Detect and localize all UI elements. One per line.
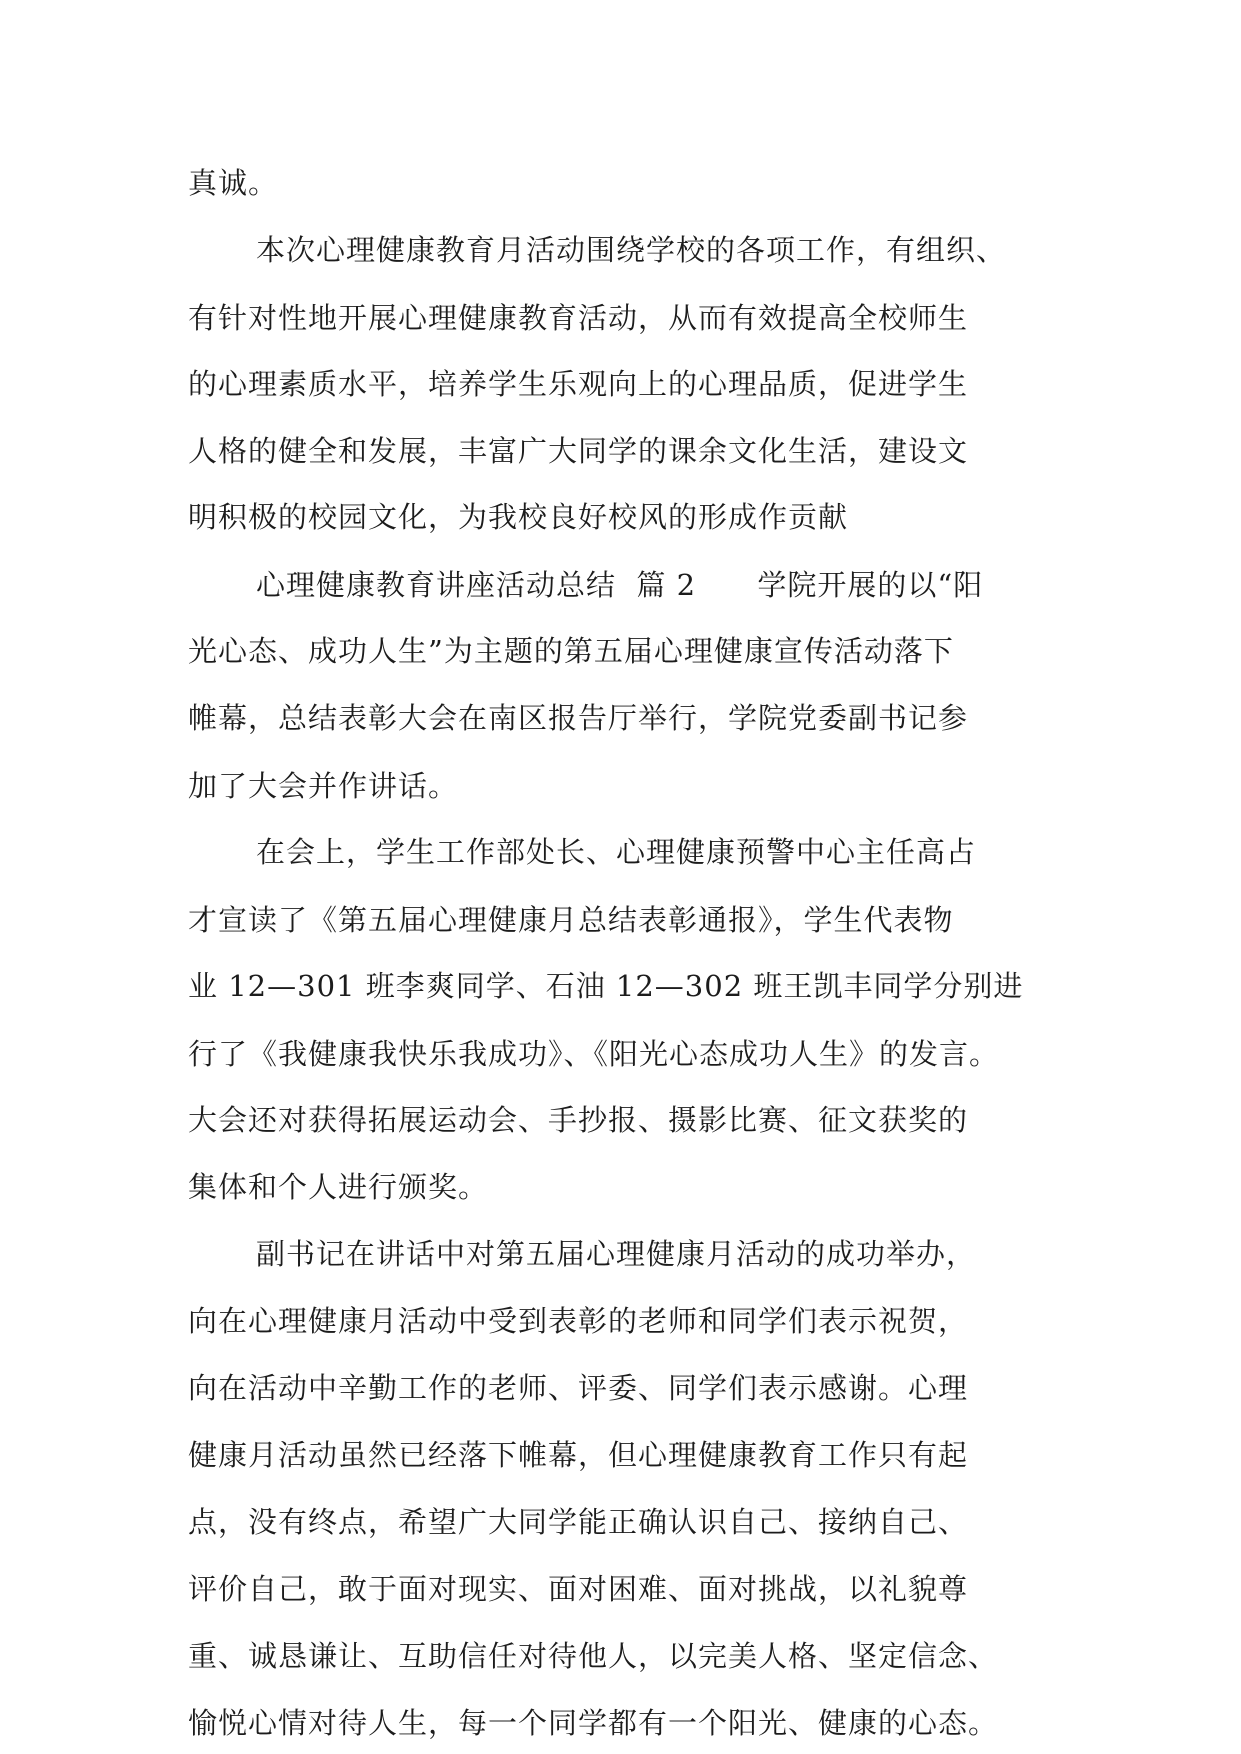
text-line: 愉悦心情对待人生，每一个同学都有一个阳光、健康的心态。 [188,1706,999,1740]
paragraph-start-line: 本次心理健康教育月活动围绕学校的各项工作，有组织、 [256,233,1007,267]
text-line: 行了《我健康我快乐我成功》、《阳光心态成功人生》的发言。 [188,1037,1000,1071]
text-line: 才宣读了《第五届心理健康月总结表彰通报》，学生代表物 [188,903,954,937]
text-line: 健康月活动虽然已经落下帷幕，但心理健康教育工作只有起 [188,1438,969,1472]
text-line: 向在心理健康月活动中受到表彰的老师和同学们表示祝贺， [188,1304,969,1338]
text-line: 评价自己，敢于面对现实、面对困难、面对挑战，以礼貌尊 [188,1572,969,1606]
section-heading-line: 心理健康教育讲座活动总结 篇 2 学院开展的以“阳 [256,568,984,602]
text-line: 集体和个人进行颁奖。 [188,1170,489,1204]
paragraph-start-line: 副书记在讲话中对第五届心理健康月活动的成功举办， [256,1237,977,1271]
text-line: 业 12—301 班李爽同学、石油 12—302 班王凯丰同学分别进 [188,969,1024,1003]
paragraph-start-line: 在会上，学生工作部处长、心理健康预警中心主任高占 [256,835,977,869]
text-line: 向在活动中辛勤工作的老师、评委、同学们表示感谢。心理 [188,1371,969,1405]
text-line: 明积极的校园文化，为我校良好校风的形成作贡献 [188,500,849,534]
text-line: 有针对性地开展心理健康教育活动，从而有效提高全校师生 [188,301,969,335]
text-line: 加了大会并作讲话。 [188,769,459,803]
text-line: 光心态、成功人生”为主题的第五届心理健康宣传活动落下 [188,634,954,668]
text-line: 重、诚恳谦让、互助信任对待他人，以完美人格、坚定信念、 [188,1639,999,1673]
text-line: 大会还对获得拓展运动会、手抄报、摄影比赛、征文获奖的 [188,1103,969,1137]
text-line: 帷幕，总结表彰大会在南区报告厅举行，学院党委副书记参 [188,701,969,735]
text-line: 的心理素质水平，培养学生乐观向上的心理品质，促进学生 [188,367,969,401]
text-line: 点，没有终点，希望广大同学能正确认识自己、接纳自己、 [188,1505,969,1539]
text-line: 人格的健全和发展，丰富广大同学的课余文化生活，建设文 [188,434,969,468]
text-line: 真诚。 [188,166,279,200]
